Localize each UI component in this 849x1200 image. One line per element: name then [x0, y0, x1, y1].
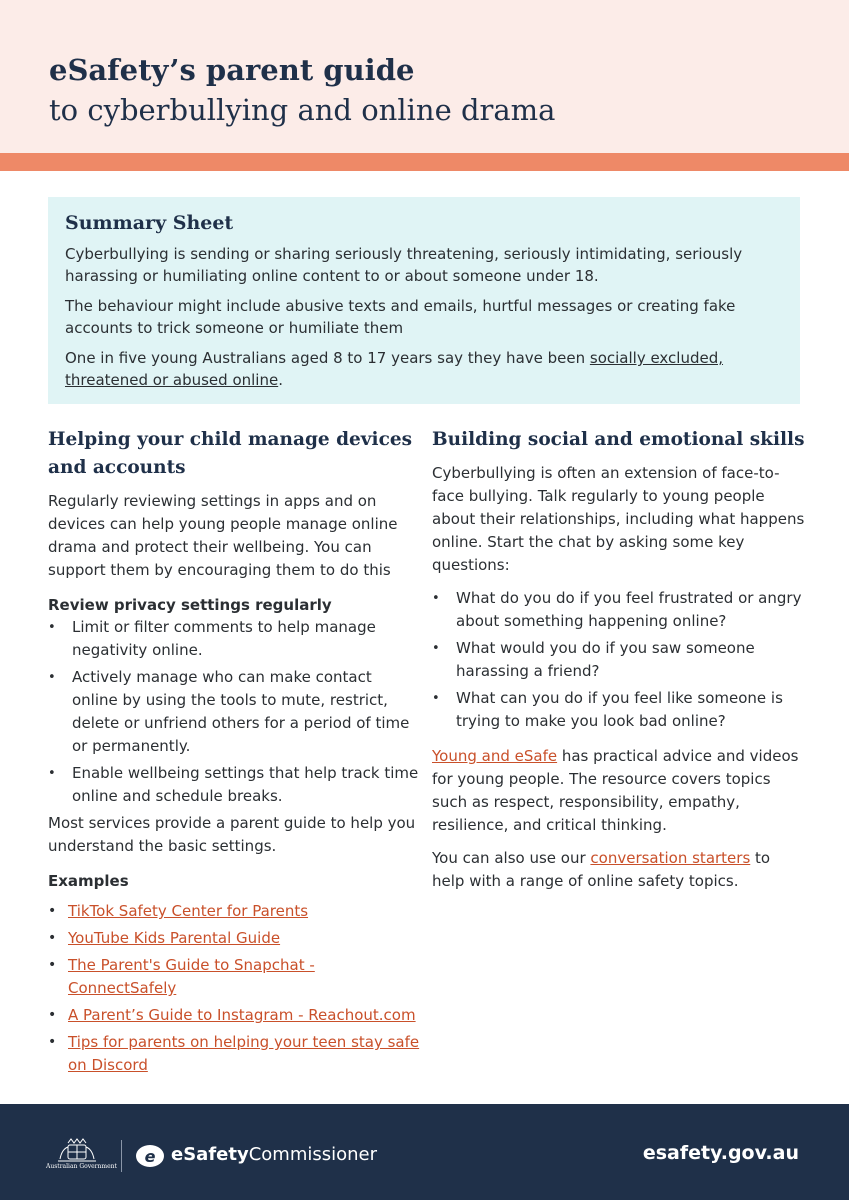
list-item: • What do you do if you feel frustrated or angry about something happening online?	[432, 587, 807, 633]
youtube-kids-guide-link[interactable]: YouTube Kids Parental Guide	[68, 929, 281, 947]
list-item	[48, 900, 420, 923]
young-and-esafe-paragraph	[432, 745, 807, 837]
privacy-subheading: Review privacy settings regularly	[48, 596, 332, 614]
paragraph-text: You can also use our	[432, 849, 591, 867]
section-heading: Helping your child manage devices and accounts	[48, 429, 413, 478]
young-and-esafe-link[interactable]: Young and eSafe	[432, 747, 558, 765]
list-item	[48, 1004, 420, 1027]
devices-section	[48, 426, 420, 1081]
summary-paragraph	[65, 347, 784, 391]
section-outro: Most services provide a parent guide to help you understand the basic settings.	[48, 814, 416, 855]
list-item	[48, 1031, 420, 1077]
skills-section	[432, 426, 807, 903]
discord-tips-link[interactable]: Tips for parents on helping your teen stay safe on Discord	[68, 1033, 420, 1074]
paragraph-text: to help with a range of online safety topics.	[432, 849, 771, 890]
section-intro: Regularly reviewing settings in apps and on devices can help young people manage online drama and protect their wellbeing. You can support them by encouraging them to do this	[48, 492, 398, 579]
examples-list	[48, 900, 420, 1077]
list-item: • Actively manage who can make contact online by using the tools to mute, restrict, delete or unfriend others for a period of time or permanently.	[48, 666, 420, 758]
examples-subheading: Examples	[48, 872, 129, 890]
questions-list	[432, 587, 807, 733]
footer-divider	[121, 1140, 122, 1172]
list-item	[48, 927, 420, 950]
summary-paragraph: Cyberbullying is sending or sharing seriously threatening, seriously intimidating, seriously harassing or humiliating online content to or about someone under 18.	[65, 245, 743, 285]
instagram-guide-link[interactable]: A Parent’s Guide to Instagram - Reachout.com	[68, 1006, 416, 1024]
svg-text:e: e	[144, 1147, 156, 1166]
list-item: • Enable wellbeing settings that help track time online and schedule breaks.	[48, 762, 420, 808]
section-intro: Cyberbullying is often an extension of face-to-face bullying. Talk regularly to young people about their relationships, including what happens online. Start the chat by asking some key questions:	[432, 464, 805, 574]
list-item: • What would you do if you saw someone harassing a friend?	[432, 637, 807, 683]
page-title: eSafety’s parent guide	[49, 53, 415, 87]
paragraph-text: has practical advice and videos for young people. The resource covers topics such as respect, responsibility, empathy, resilience, and critical thinking.	[432, 747, 799, 834]
summary-paragraph: The behaviour might include abusive texts and emails, hurtful messages or creating fake accounts to trick someone or humiliate them	[65, 297, 736, 337]
socially-excluded-link[interactable]: socially excluded, threatened or abused online	[65, 349, 724, 389]
summary-text: .	[278, 371, 283, 389]
summary-box	[48, 197, 800, 404]
snapchat-guide-link[interactable]: The Parent's Guide to Snapchat - ConnectSafely	[68, 956, 315, 997]
page-header	[0, 0, 849, 153]
summary-text: One in five young Australians aged 8 to 17 years say they have been	[65, 349, 590, 367]
conversation-paragraph	[432, 847, 807, 893]
government-label: Australian Government	[46, 1163, 117, 1170]
accent-bar	[0, 153, 849, 171]
list-item: • Limit or filter comments to help manage negativity online.	[48, 616, 420, 662]
esafety-commissioner-brand	[171, 1143, 377, 1167]
conversation-starters-link[interactable]: conversation starters	[590, 849, 751, 867]
section-heading: Building social and emotional skills	[432, 429, 805, 450]
list-item: • What can you do if you feel like someone is trying to make you look bad online?	[432, 687, 807, 733]
privacy-list	[48, 616, 420, 808]
brand-rest: Commissioner	[248, 1144, 378, 1165]
tiktok-guide-link[interactable]: TikTok Safety Center for Parents	[68, 902, 309, 920]
summary-heading: Summary Sheet	[65, 212, 234, 234]
esafety-e-logo-icon	[134, 1143, 166, 1169]
list-item	[48, 954, 420, 1000]
page-subtitle: to cyberbullying and online drama	[49, 93, 556, 127]
website-link[interactable]: esafety.gov.au	[642, 1142, 799, 1164]
brand-bold: eSafety	[171, 1144, 249, 1165]
